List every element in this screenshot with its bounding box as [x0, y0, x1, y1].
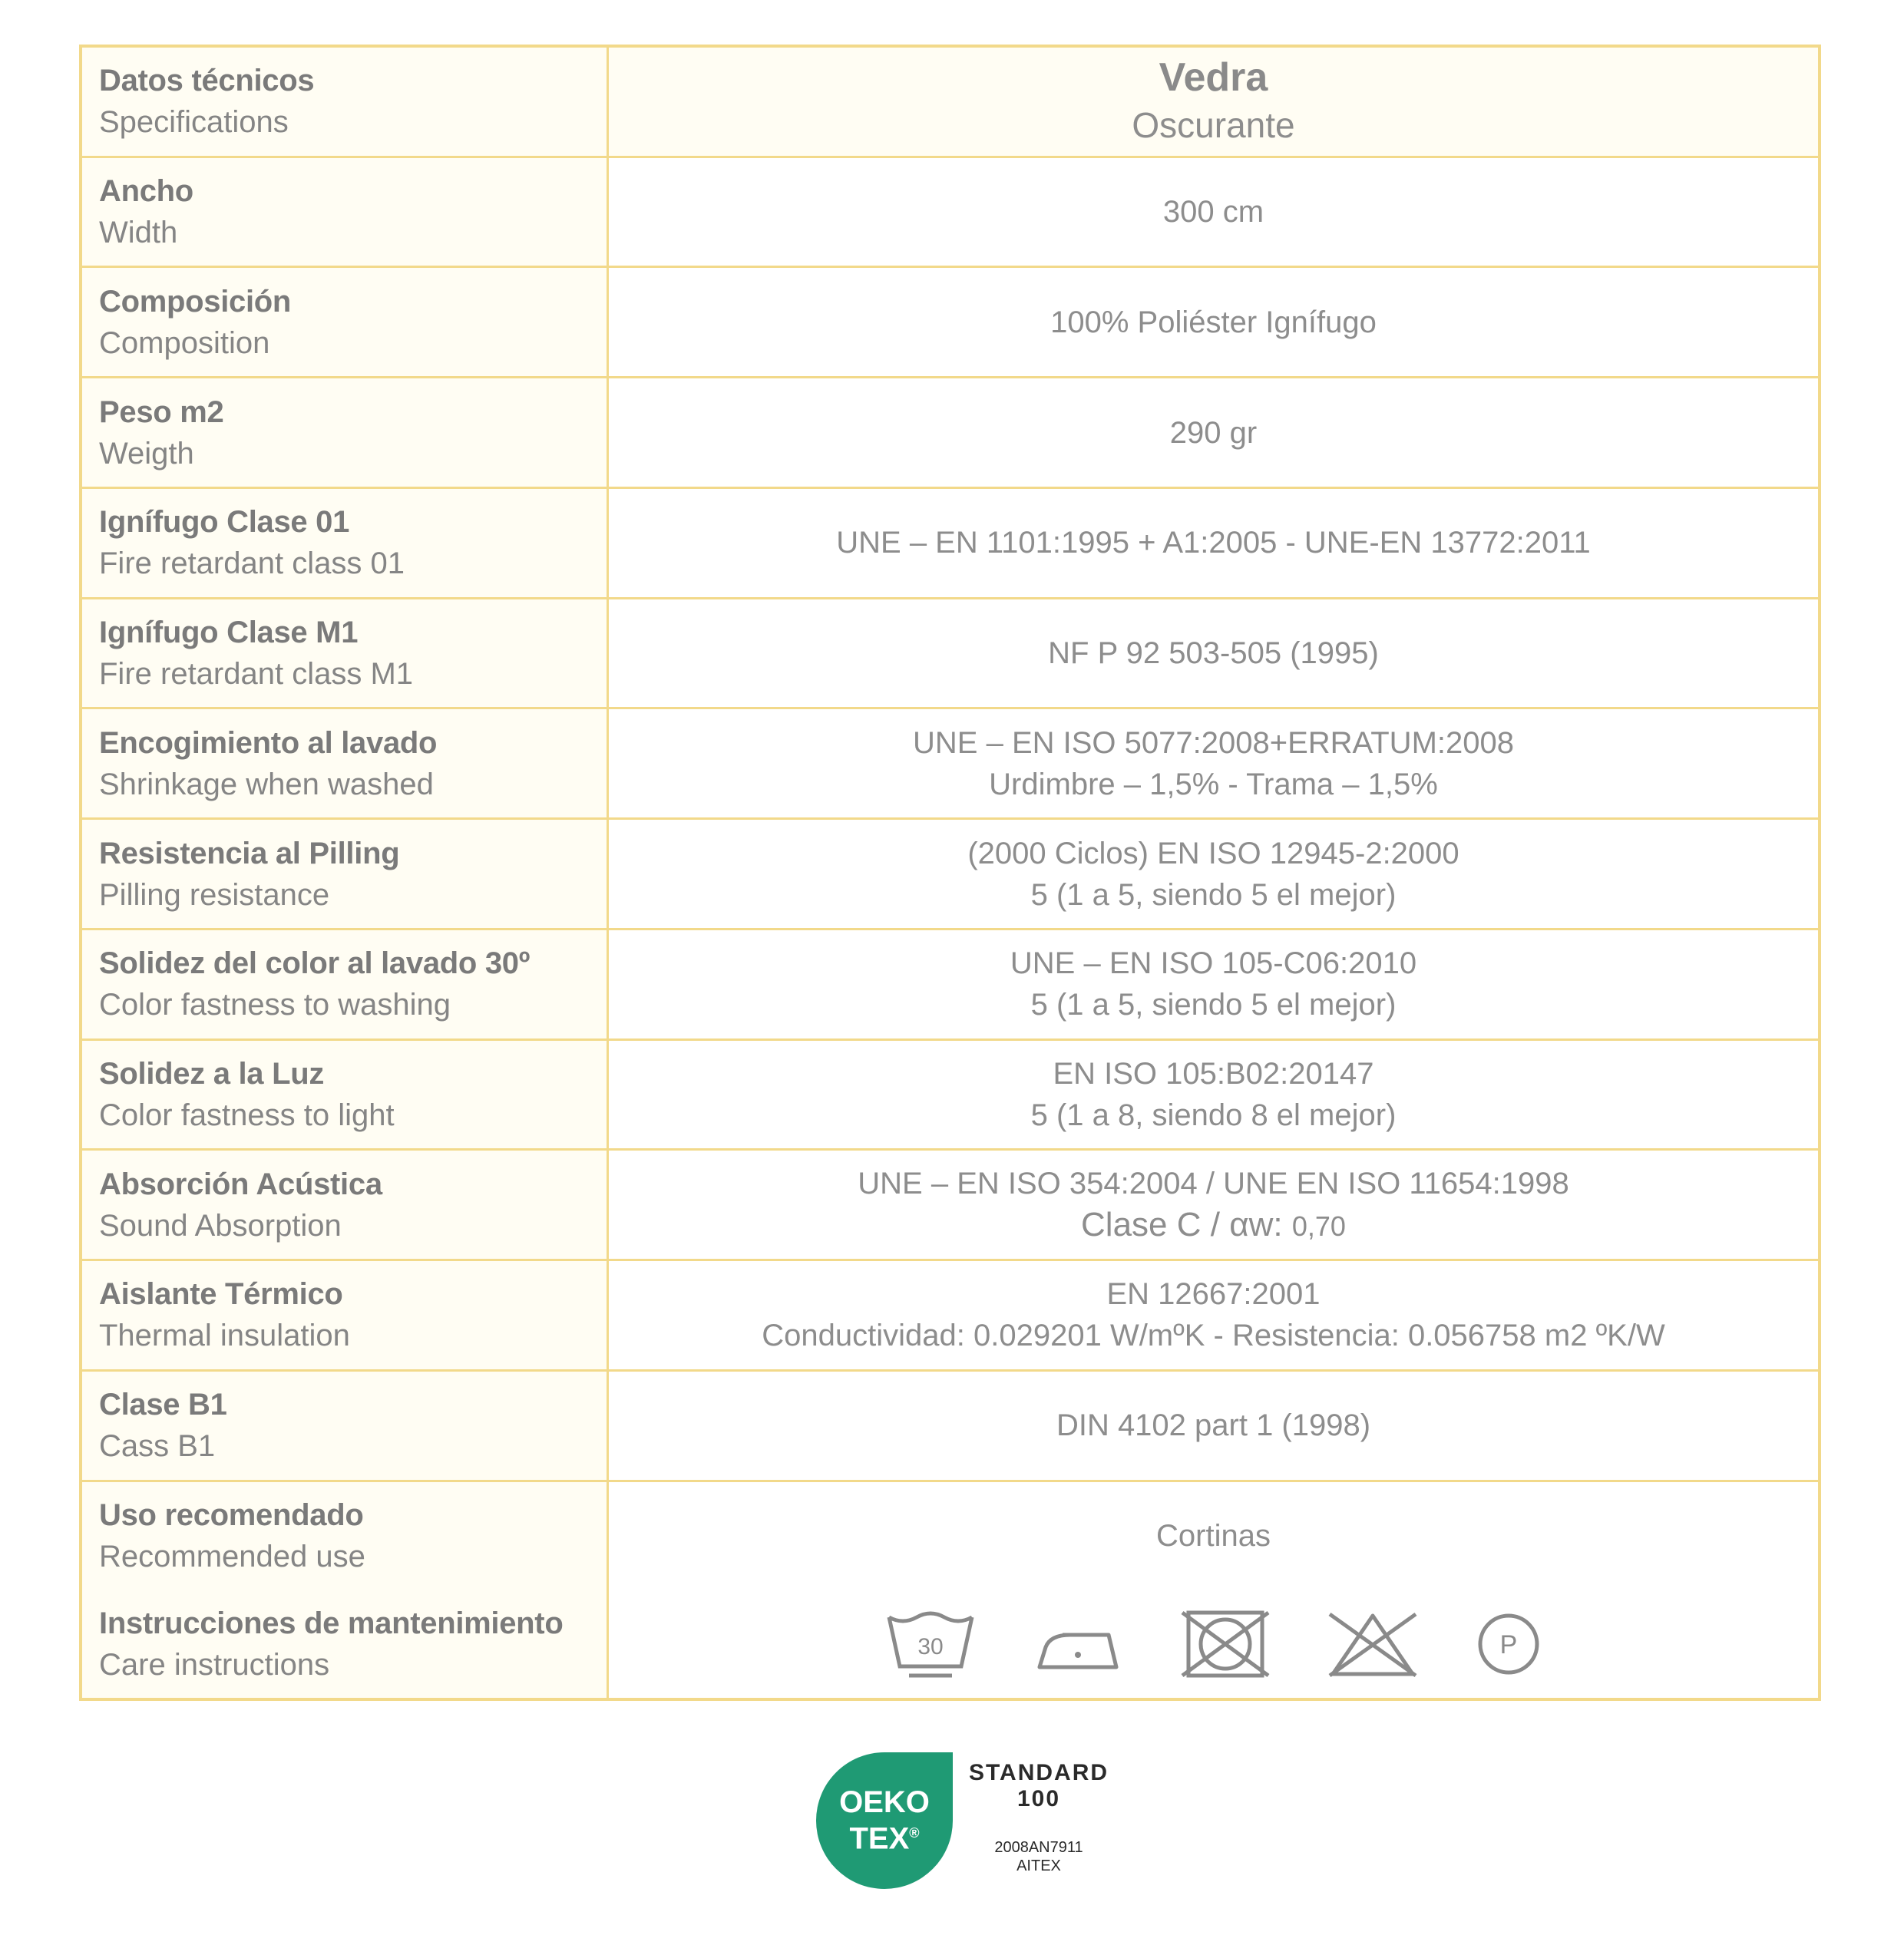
wash-30-icon	[884, 1610, 977, 1679]
spec-label-es: Absorción Acústica	[99, 1167, 382, 1201]
spec-label-cell	[82, 1261, 609, 1369]
spec-label-es: Solidez a la Luz	[99, 1056, 325, 1091]
spec-label-es: Ancho	[99, 174, 193, 209]
spec-row	[82, 930, 1818, 1041]
product-name: Vedra	[1159, 55, 1268, 101]
spec-row	[82, 1261, 1818, 1372]
spec-row	[82, 1482, 1818, 1590]
spec-label-cell	[82, 1372, 609, 1480]
care-value-cell	[609, 1590, 1818, 1698]
standard-label	[962, 1760, 1116, 1812]
spec-label-en: Thermal insulation	[99, 1319, 350, 1353]
spec-label-es: Aislante Térmico	[99, 1277, 343, 1312]
spec-value-line: UNE – EN ISO 354:2004 / UNE EN ISO 11654:1998	[858, 1166, 1569, 1200]
spec-value-cell	[609, 158, 1818, 266]
spec-label-cell	[82, 1041, 609, 1149]
spec-value-cell	[609, 1261, 1818, 1369]
spec-value-cell	[609, 1041, 1818, 1149]
spec-value-cell	[609, 268, 1818, 376]
standard-line1: STANDARD	[968, 1760, 1109, 1785]
spec-label-en: Width	[99, 216, 178, 250]
spec-row	[82, 158, 1818, 269]
spec-label-cell	[82, 158, 609, 266]
spec-label-es: Ignífugo Clase M1	[99, 616, 359, 650]
spec-label-en: Recommended use	[99, 1539, 365, 1573]
spec-label-en: Shrinkage when washed	[99, 767, 434, 801]
spec-label-en: Composition	[99, 325, 270, 360]
spec-label-es: Encogimiento al lavado	[99, 725, 438, 760]
spec-label-en: Weigth	[99, 436, 194, 471]
oeko-line2: TEX	[849, 1821, 910, 1856]
spec-value-line: 5 (1 a 5, siendo 5 el mejor)	[1030, 988, 1397, 1022]
spec-label-cell	[82, 930, 609, 1038]
cert-code: 2008AN7911	[994, 1839, 1083, 1856]
care-label-cell	[82, 1590, 609, 1698]
wash-temp-text: 30	[917, 1633, 944, 1659]
spec-label-es: Solidez del color al lavado 30º	[99, 946, 531, 981]
dry-clean-letter: P	[1499, 1630, 1517, 1659]
spec-value-cell	[609, 1482, 1818, 1590]
spec-label-cell	[82, 489, 609, 597]
spec-value-cell	[609, 378, 1818, 487]
spec-row	[82, 489, 1818, 599]
care-label-en: Care instructions	[99, 1647, 330, 1682]
spec-label-en: Fire retardant class 01	[99, 546, 405, 581]
oeko-registered: ®	[909, 1825, 920, 1841]
spec-row	[82, 378, 1818, 489]
spec-value-line: 100% Poliéster Ignífugo	[1050, 305, 1377, 339]
header-label-cell	[82, 48, 609, 156]
spec-value-line: 5 (1 a 5, siendo 5 el mejor)	[1030, 877, 1397, 912]
oeko-tex-badge	[816, 1752, 953, 1889]
spec-row	[82, 599, 1818, 710]
header-value-cell	[609, 48, 1818, 156]
header-label-en: Specifications	[99, 105, 289, 140]
spec-value-line: 5 (1 a 8, siendo 8 el mejor)	[1030, 1098, 1397, 1132]
spec-row	[82, 1372, 1818, 1482]
spec-value-cell	[609, 820, 1818, 928]
spec-label-cell	[82, 378, 609, 487]
spec-label-cell	[82, 268, 609, 376]
spec-value-line: UNE – EN 1101:1995 + A1:2005 - UNE-EN 13772:2011	[836, 526, 1591, 560]
acoustic-class-line	[1081, 1204, 1346, 1247]
spec-label-en: Cass B1	[99, 1429, 216, 1464]
spec-value-line: 290 gr	[1169, 415, 1258, 450]
spec-label-es: Ignífugo Clase 01	[99, 505, 350, 540]
spec-value-cell	[609, 1372, 1818, 1480]
spec-value-line: Cortinas	[1156, 1518, 1271, 1553]
spec-label-es: Peso m2	[99, 395, 224, 429]
spec-label-en: Fire retardant class M1	[99, 657, 414, 692]
header-row	[82, 48, 1818, 158]
spec-value-cell	[609, 489, 1818, 597]
spec-label-es: Uso recomendado	[99, 1497, 364, 1532]
spec-label-es: Composición	[99, 284, 292, 319]
spec-label-cell	[82, 820, 609, 928]
care-label-es: Instrucciones de mantenimiento	[99, 1606, 564, 1640]
spec-label-cell	[82, 599, 609, 708]
spec-value-line: EN 12667:2001	[1106, 1277, 1321, 1312]
acoustic-class: Clase C / αw:	[1081, 1205, 1283, 1243]
spec-value-cell	[609, 1151, 1818, 1259]
spec-value-cell	[609, 599, 1818, 708]
spec-row	[82, 820, 1818, 930]
spec-value-line: UNE – EN ISO 5077:2008+ERRATUM:2008	[913, 725, 1514, 760]
spec-label-es: Resistencia al Pilling	[99, 836, 400, 870]
spec-value-line: EN ISO 105:B02:20147	[1053, 1056, 1374, 1091]
spec-label-cell	[82, 1482, 609, 1590]
standard-line2: 100	[1016, 1786, 1061, 1811]
spec-label-en: Color fastness to washing	[99, 988, 451, 1022]
oeko-line2-wrap	[849, 1818, 919, 1854]
spec-value-line: UNE – EN ISO 105-C06:2010	[1010, 946, 1417, 981]
cert-institute: AITEX	[1016, 1857, 1061, 1874]
spec-label-es: Clase B1	[99, 1388, 227, 1422]
spec-row	[82, 268, 1818, 378]
certification-code	[962, 1838, 1116, 1875]
spec-row	[82, 709, 1818, 820]
oeko-line1: OEKO	[839, 1785, 930, 1820]
oeko-tex-logo	[816, 1752, 1116, 1890]
spec-label-en: Color fastness to light	[99, 1098, 395, 1132]
spec-value-cell	[609, 709, 1818, 817]
spec-label-en: Pilling resistance	[99, 877, 330, 912]
no-bleach-icon	[1327, 1610, 1419, 1679]
spec-value-line: (2000 Ciclos) EN ISO 12945-2:2000	[967, 836, 1459, 870]
spec-value-line: NF P 92 503-505 (1995)	[1048, 636, 1379, 671]
care-icons	[884, 1610, 1543, 1679]
spec-table	[79, 45, 1821, 1701]
dry-clean-p-icon	[1474, 1610, 1543, 1679]
spec-label-en: Sound Absorption	[99, 1208, 342, 1243]
header-label-es: Datos técnicos	[99, 64, 315, 98]
spec-label-cell	[82, 709, 609, 817]
spec-label-cell	[82, 1151, 609, 1259]
product-type: Oscurante	[1132, 105, 1295, 146]
iron-low-icon	[1032, 1613, 1124, 1675]
spec-value-line: Urdimbre – 1,5% - Trama – 1,5%	[989, 767, 1438, 801]
spec-value-line: 300 cm	[1162, 195, 1264, 229]
acoustic-value: 0,70	[1291, 1210, 1346, 1242]
spec-value-cell	[609, 930, 1818, 1038]
spec-value-line: Conductividad: 0.029201 W/mºK - Resistencia: 0.056758 m2 ºK/W	[762, 1319, 1665, 1353]
no-tumble-dry-icon	[1179, 1610, 1271, 1679]
care-row	[82, 1590, 1818, 1698]
spec-row	[82, 1151, 1818, 1261]
spec-value-line: DIN 4102 part 1 (1998)	[1056, 1408, 1371, 1443]
spec-row	[82, 1041, 1818, 1151]
